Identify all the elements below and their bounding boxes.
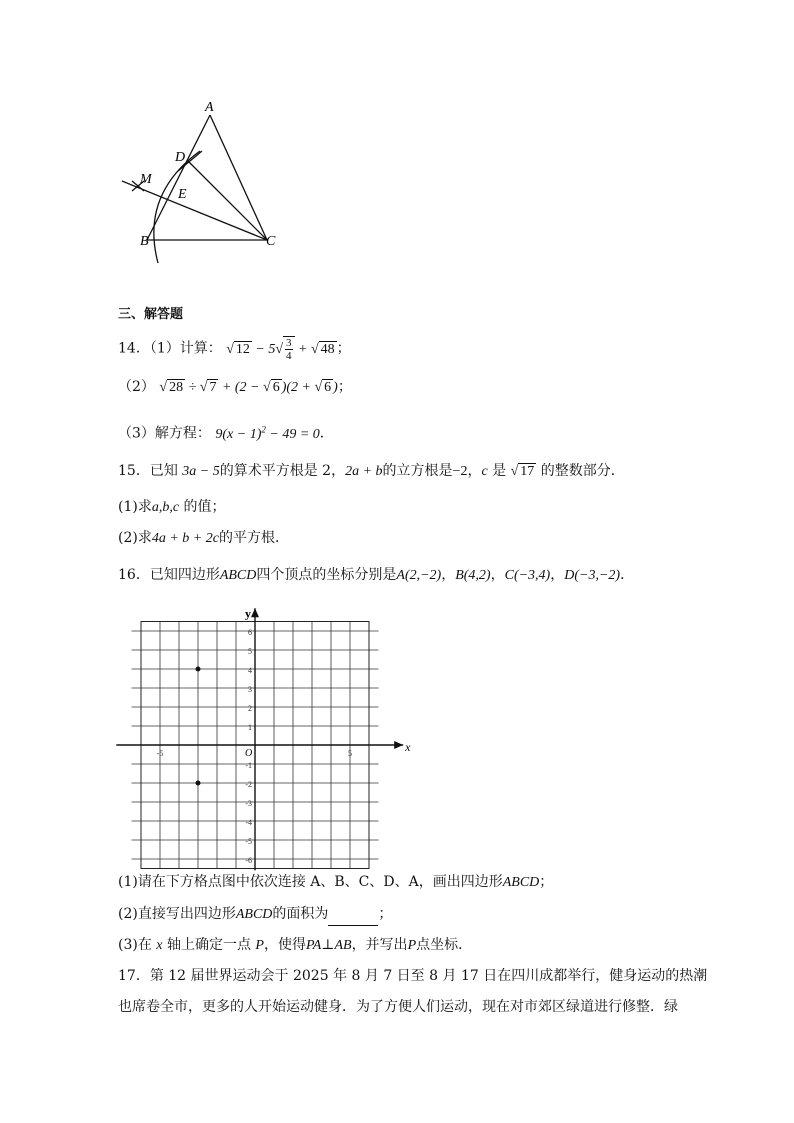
- y-tick-label: 4: [248, 666, 252, 675]
- q15-sub1: (1)求a,b,c 的值；: [118, 499, 226, 515]
- answer-blank[interactable]: [328, 911, 378, 926]
- x-axis-arrow: [394, 741, 403, 749]
- plotted-point: [196, 667, 201, 672]
- y-tick-label: 5: [248, 647, 252, 656]
- q16-sub3: (3)在 x 轴上确定一点 P，使得PA⊥AB，并写出P点坐标．: [118, 937, 473, 953]
- y-tick-label: 3: [248, 685, 252, 694]
- label-E: E: [178, 187, 187, 202]
- q14-part1: 14．（1）计算： √ 12 − 5√ $\frac{3}{4}$ + √ 48 ；: [118, 337, 351, 362]
- q16-sub2: (2)直接写出四边形ABCD的面积为 ；: [118, 903, 392, 926]
- x-tick-label: 5: [348, 749, 352, 758]
- y-tick-label: -6: [245, 856, 252, 865]
- y-tick-label: -3: [245, 799, 252, 808]
- label-D: D: [175, 150, 186, 165]
- label-C: C: [266, 234, 276, 249]
- q15-intro: 15．已知 3a − 5的算术平方根是 2，2a + b的立方根是−2，c 是 √ 17 的整数部分．: [118, 463, 625, 479]
- q16-sub1: (1)请在下方格点图中依次连接 A、B、C、D、A，画出四边形ABCD；: [118, 874, 554, 890]
- q15-sub2: (2)求4a + b + 2c的平方根．: [118, 530, 289, 546]
- y-tick-label: 2: [248, 704, 252, 713]
- label-M: M: [140, 172, 152, 187]
- y-tick-label: 1: [248, 723, 252, 732]
- label-B: B: [140, 234, 149, 249]
- q17-line2: 也席卷全市，更多的人开始运动健身．为了方便人们运动，现在对市郊区绿道进行修整．绿: [118, 999, 678, 1015]
- plotted-point: [196, 781, 201, 786]
- coordinate-grid: [140, 600, 411, 865]
- section-heading: 三、解答题: [118, 307, 184, 322]
- q14-part3: （3）解方程： $9(x - 1)^2 - 49 = 0$．: [118, 424, 334, 442]
- y-tick-label: -5: [245, 837, 252, 846]
- y-axis-arrow: [251, 608, 259, 617]
- origin-label: O: [245, 748, 253, 759]
- x-tick-label: -5: [156, 749, 164, 758]
- triangle-figure: [110, 95, 300, 270]
- y-tick-label: 6: [248, 628, 252, 637]
- x-axis-label: x: [405, 740, 411, 754]
- q14-part2: （2） √ 28 ÷ √ 7 + (2 − √ 6 )(2 + √ 6 )；: [118, 379, 352, 395]
- label-A: A: [205, 100, 214, 115]
- y-tick-label: -2: [245, 780, 252, 789]
- y-axis-label: y: [245, 606, 251, 621]
- y-tick-label: -1: [245, 761, 252, 770]
- q17-line1: 17．第 12 届世界运动会于 2025 年 8 月 7 日至 8 月 17 日在四川成都举行，健身运动的热潮: [118, 968, 708, 984]
- q16-intro: 16．已知四边形ABCD四个顶点的坐标分别是A(2,−2)，B(4,2)，C(−3,4)，D(−3,−2)．: [118, 567, 635, 583]
- y-tick-label: -4: [245, 818, 252, 827]
